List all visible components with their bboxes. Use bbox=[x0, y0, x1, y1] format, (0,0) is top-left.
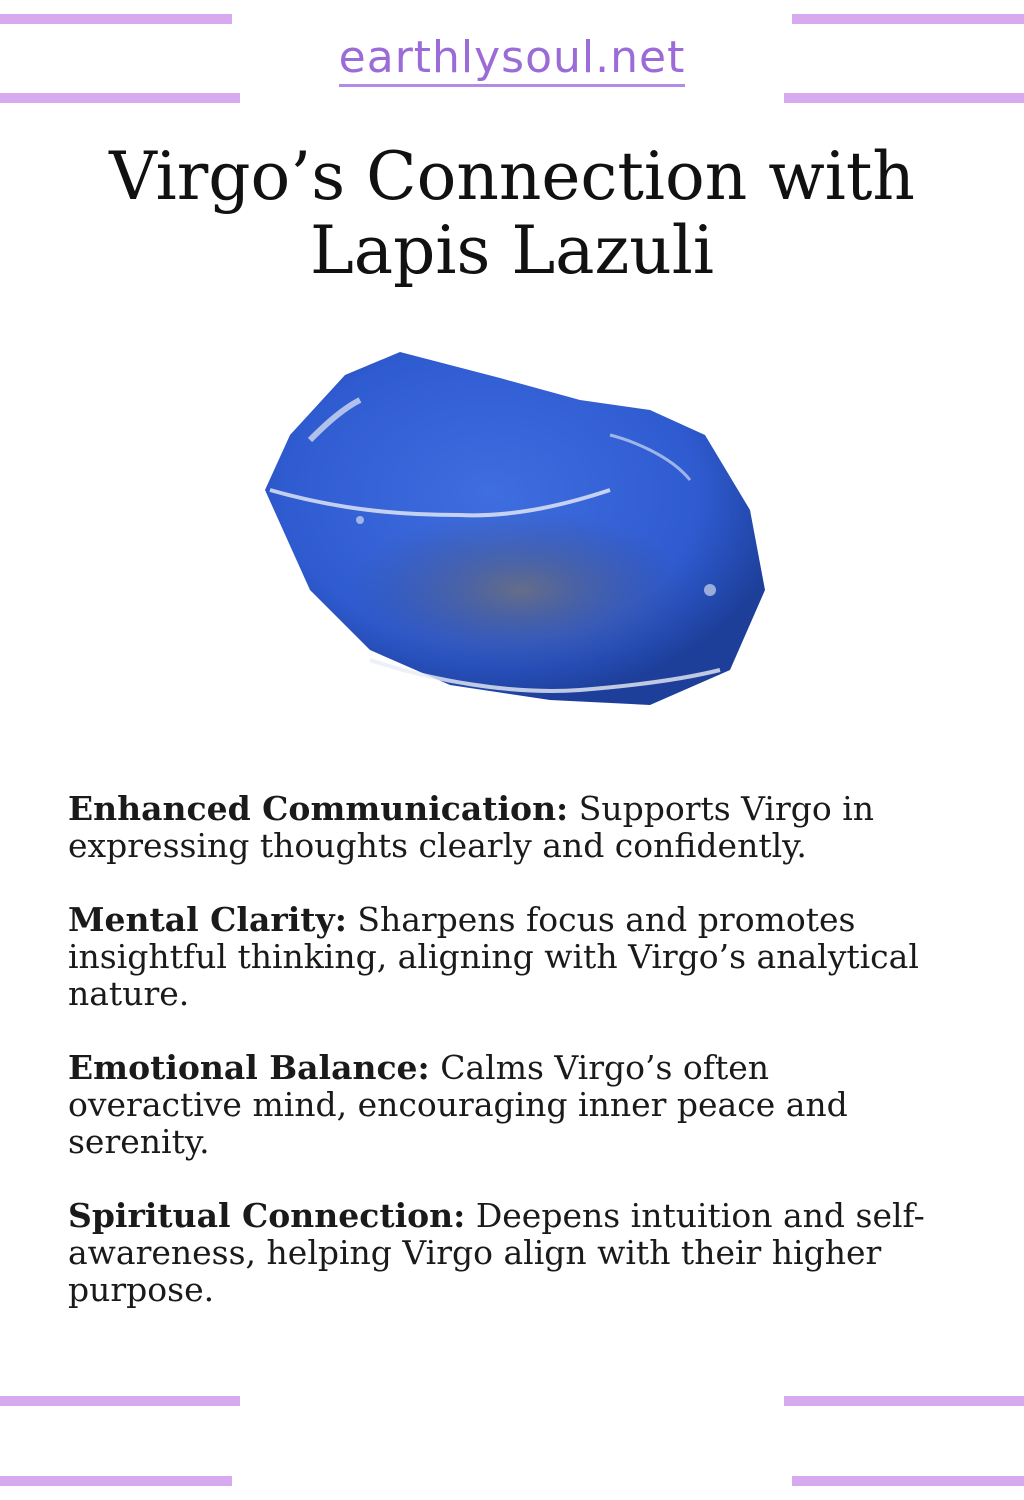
top-left-bar-1 bbox=[0, 14, 232, 24]
item-text: Calms Virgo’s often overactive mind, encouraging inner peace and serenity. bbox=[68, 1048, 848, 1161]
item-heading: Mental Clarity: bbox=[68, 900, 347, 939]
bottom-left-bar-2 bbox=[0, 1476, 232, 1486]
list-item bbox=[68, 901, 948, 1012]
logo-text: earthlysoul.net bbox=[339, 36, 686, 87]
top-right-bar-1 bbox=[792, 14, 1024, 24]
top-right-bar-2 bbox=[784, 93, 1024, 103]
bottom-right-bar-1 bbox=[784, 1396, 1024, 1406]
item-text: Deepens intuition and self-awareness, helping Virgo align with their higher purpose. bbox=[68, 1196, 925, 1309]
title-line-1: Virgo’s Connection with bbox=[109, 138, 915, 215]
list-item bbox=[68, 1197, 948, 1308]
item-text: Sharpens focus and promotes insightful thinking, aligning with Virgo’s analytical nature. bbox=[68, 900, 919, 1013]
page-title bbox=[0, 140, 1024, 288]
item-heading: Emotional Balance: bbox=[68, 1048, 430, 1087]
list-item bbox=[68, 1049, 948, 1160]
item-heading: Enhanced Communication: bbox=[68, 789, 569, 828]
bottom-left-bar-1 bbox=[0, 1396, 240, 1406]
top-left-bar-2 bbox=[0, 93, 240, 103]
item-text: Supports Virgo in expressing thoughts clearly and confidently. bbox=[68, 789, 875, 865]
bottom-right-bar-2 bbox=[792, 1476, 1024, 1486]
item-heading: Spiritual Connection: bbox=[68, 1196, 466, 1235]
lapis-lazuli-stone-image bbox=[250, 340, 770, 735]
title-line-2: Lapis Lazuli bbox=[309, 212, 715, 289]
lapis-lazuli-stone-icon bbox=[250, 340, 770, 730]
list-item bbox=[68, 790, 948, 864]
brand-logo[interactable] bbox=[0, 32, 1024, 87]
benefits-list bbox=[68, 790, 948, 1345]
